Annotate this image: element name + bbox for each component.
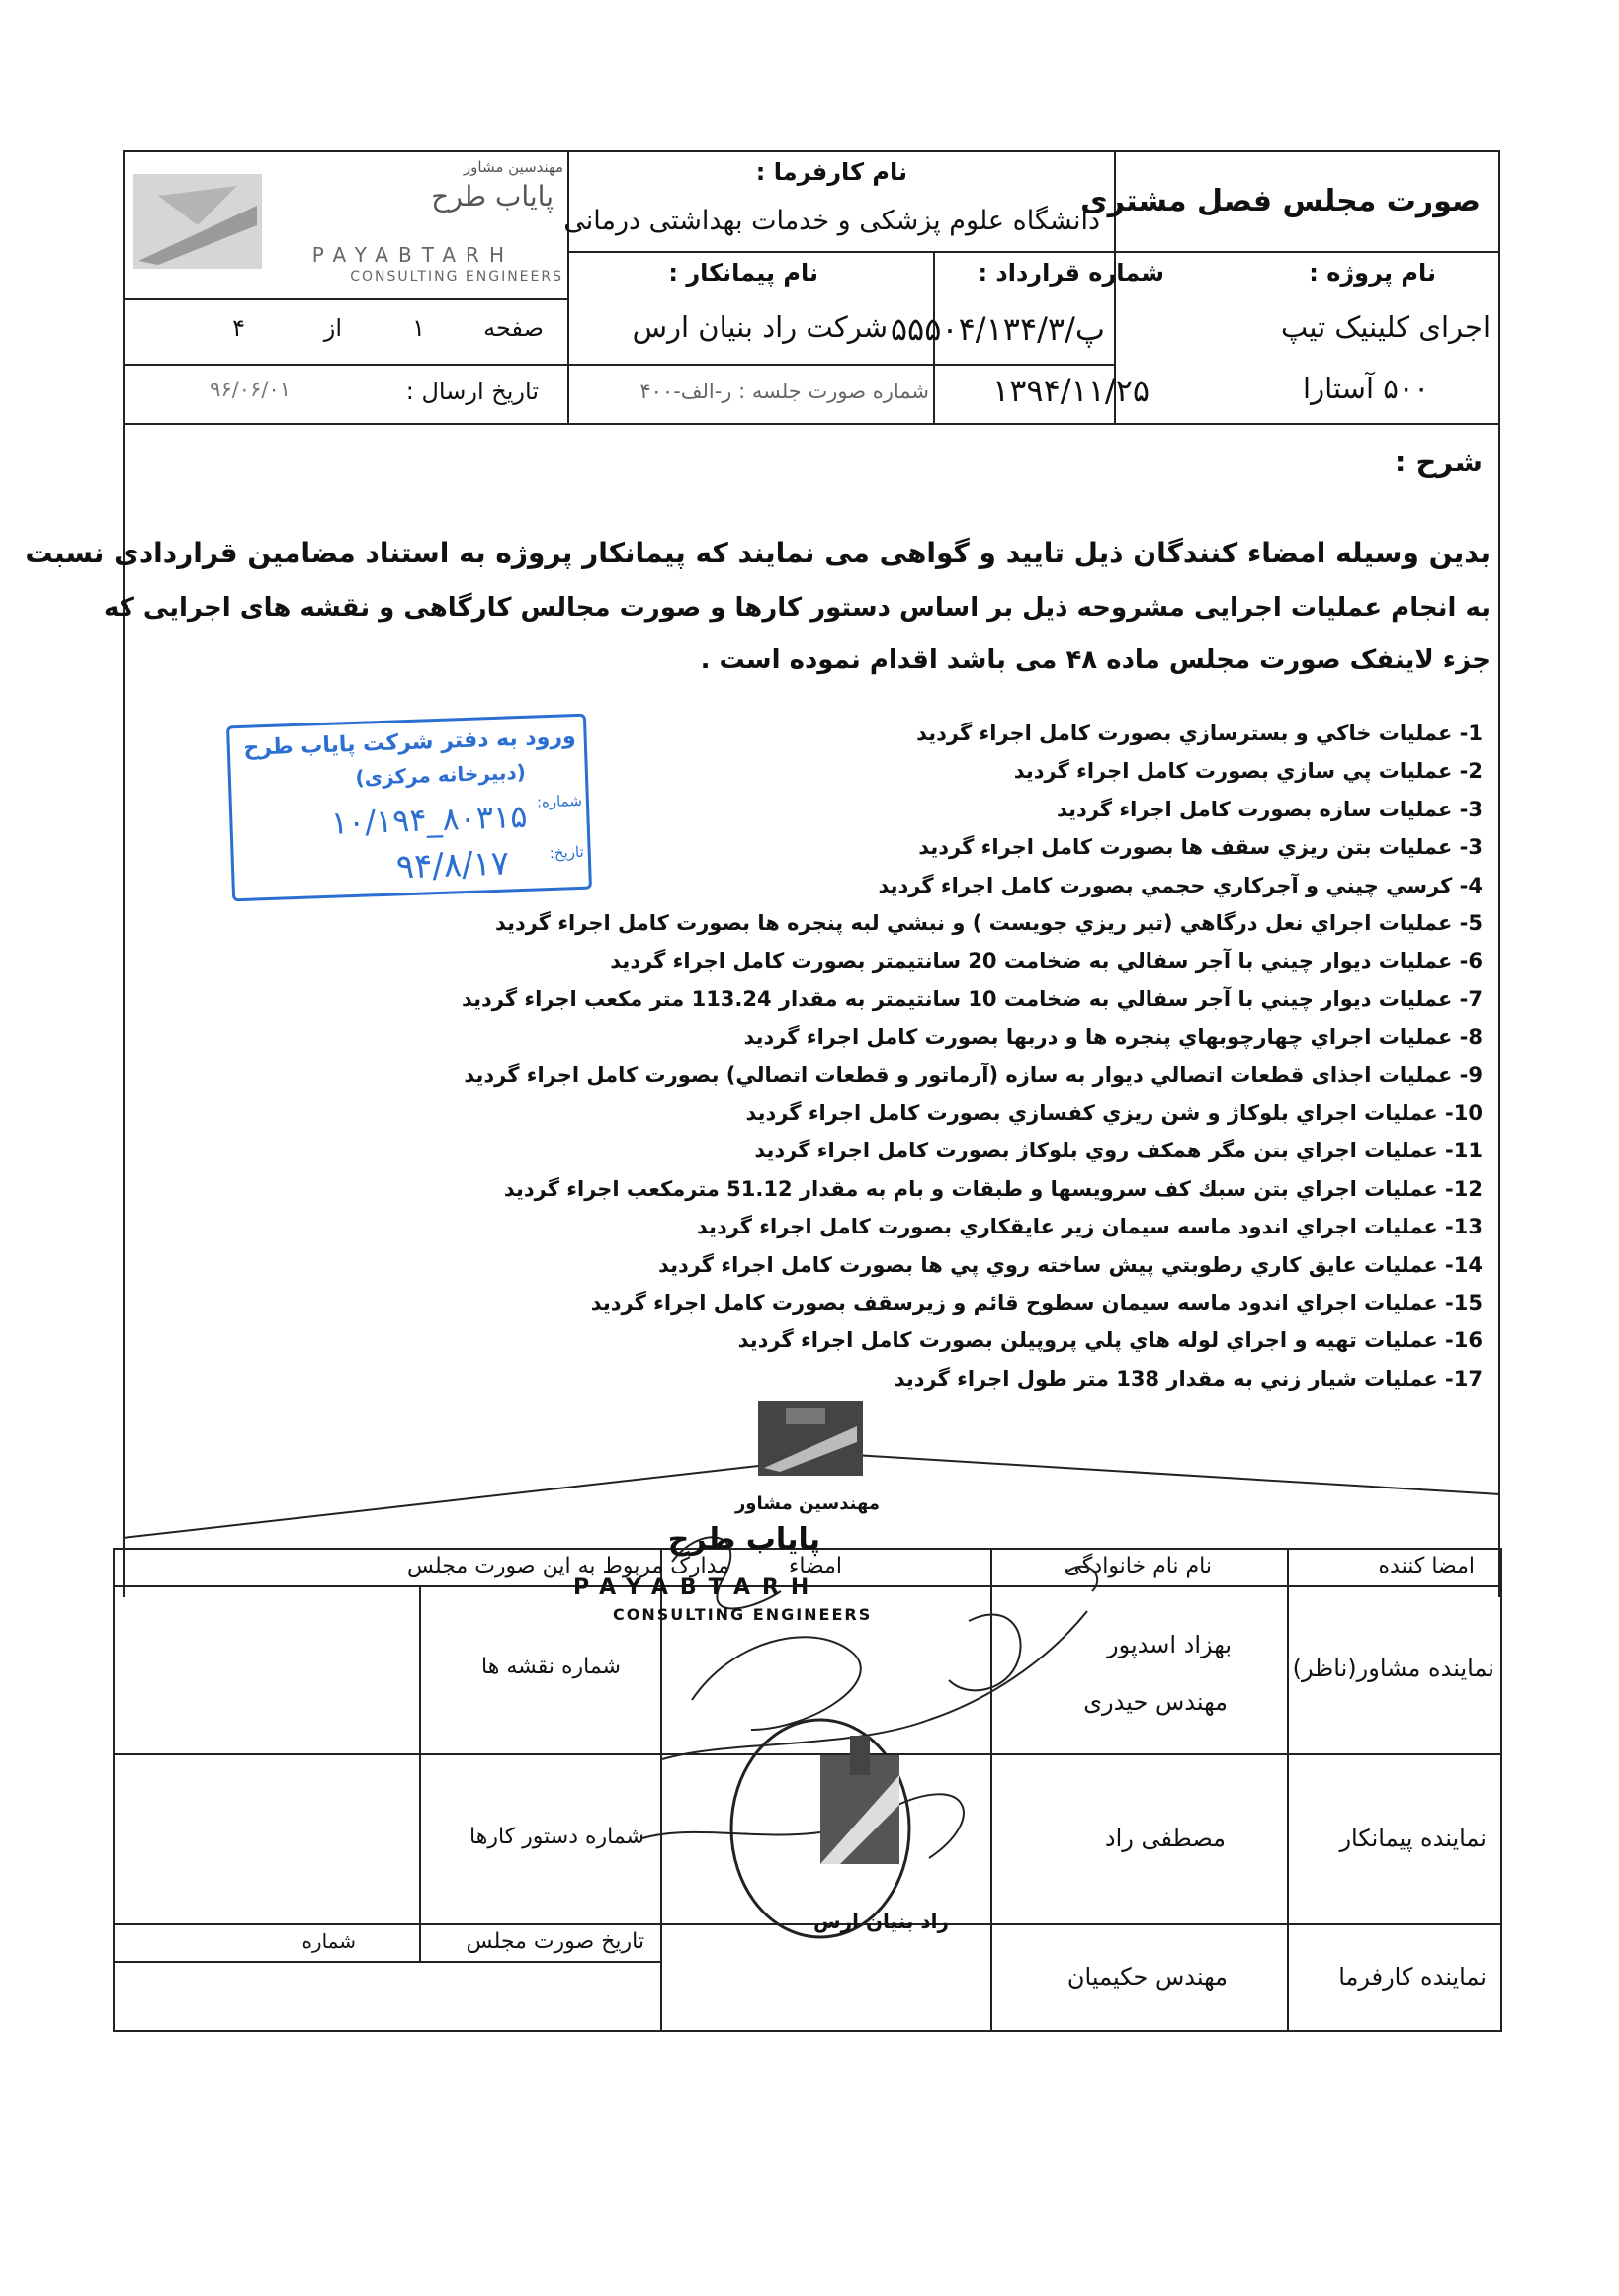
- work-item: 8- عمليات اجراي چهارچوبهاي پنجره ها و دربها بصورت كامل اجراء گرديد: [743, 1025, 1483, 1050]
- page-label: صفحه: [483, 314, 544, 342]
- col-signer: امضا کننده: [1378, 1554, 1475, 1578]
- contract-date: ۱۳۹۴/۱۱/۲۵: [992, 372, 1150, 409]
- name-consultant-1: بهزاد اسدپور: [1106, 1631, 1232, 1658]
- consulting-stamp-icon: [756, 1399, 865, 1478]
- project-name-value-2: ۵۰۰ آستارا: [1303, 372, 1429, 405]
- minutes-number-cell-label: شماره: [301, 1929, 356, 1953]
- receipt-stamp: [226, 714, 592, 902]
- page-current: ۱: [412, 314, 425, 342]
- project-name-value: اجرای کلینیک تیپ: [1280, 310, 1491, 344]
- consulting-stamp-title: مهندسین مشاور: [734, 1493, 880, 1514]
- document-title: صورت مجلس فصل مشتری: [1080, 184, 1481, 218]
- work-item: 6- عمليات ديوار چيني با آجر سفالي به ضخامت 20 سانتيمتر بصورت كامل اجراء گرديد: [610, 949, 1483, 974]
- logo-brand-fa: پایاب طرح: [431, 180, 554, 213]
- role-consultant: نماینده مشاور(ناظر): [1292, 1655, 1494, 1682]
- contract-no-label: شماره قرارداد :: [978, 259, 1164, 287]
- employer-label: نام کارفرما :: [755, 158, 907, 186]
- logo-brand-en: PAYABTARH: [311, 243, 514, 267]
- mid-logo: [573, 1522, 929, 1631]
- page-of: از: [323, 314, 342, 342]
- col-signature: امضاء: [788, 1554, 842, 1578]
- project-name-label: نام پروژه :: [1309, 259, 1436, 287]
- work-item: 12- عمليات اجراي بتن سبك كف سرويسها و طبقات و بام به مقدار 51.12 مترمكعب اجراء گرديد: [503, 1176, 1483, 1201]
- doc-drawing-numbers: شماره نقشه ها: [481, 1655, 621, 1679]
- sig-divider: [1287, 1548, 1289, 2032]
- role-employer: نماینده کارفرما: [1338, 1963, 1487, 1991]
- employer-value: دانشگاه علوم پزشکی و خدمات بهداشتی درمانی: [563, 206, 1100, 236]
- intro-paragraph-line-1: بدین وسیله امضاء کنندگان ذیل تایید و گواهی می نمایند که پیمانکار پروژه به استناد مضامین قراردادی نسبت: [25, 537, 1491, 569]
- work-item: 11- عمليات اجراي بتن مگر همكف روي بلوكاژ بصورت كامل اجراء گرديد: [754, 1139, 1483, 1163]
- mid-logo-brand-en: PAYABTARH: [573, 1575, 821, 1600]
- send-date-label: تاریخ ارسال :: [405, 378, 539, 405]
- name-consultant-2: مهندس حیدری: [1083, 1688, 1228, 1716]
- work-item: 4- كرسي چيني و آجركاري حجمي بصورت كامل اجراء گرديد: [878, 873, 1483, 897]
- work-item: 5- عمليات اجراي نعل درگاهي (تير ريزي جويست ) و نبشي لبه پنجره ها بصورت كامل اجراء گرديد: [494, 911, 1483, 935]
- description-label: شرح :: [1394, 445, 1483, 478]
- header-divider: [1114, 251, 1500, 253]
- company-stamp-text: راد بنیان ارس: [813, 1910, 949, 1933]
- header-divider: [123, 298, 569, 300]
- company-stamp-icon: [761, 1716, 959, 1913]
- role-contractor: نماینده پیمانکار: [1339, 1825, 1487, 1852]
- sig-divider: [419, 1585, 421, 1961]
- header-divider: [123, 364, 1115, 366]
- col-name: نام نام خانوادگی: [1064, 1554, 1212, 1578]
- minutes-date-label: تاریخ صورت مجلس: [466, 1929, 644, 1954]
- contractor-value: شرکت راد بنیان ارس: [632, 310, 888, 344]
- company-stamp: [751, 1716, 969, 1943]
- work-item: 14- عمليات عايق كاري رطوبتي پيش ساخته روي پي ها بصورت كامل اجراء گرديد: [657, 1252, 1483, 1277]
- work-item: 13- عمليات اجراي اندود ماسه سيمان زير عايقكاري بصورت كامل اجراء گرديد: [696, 1215, 1483, 1239]
- payabtarh-logo-icon: [128, 166, 267, 275]
- mid-logo-brand-fa: پایاب طرح: [667, 1522, 820, 1557]
- work-item: 9- عمليات اجذای قطعات اتصالي ديوار به سازه (آرماتور و قطعات اتصالي) بصورت كامل اجراء گرديد: [464, 1063, 1483, 1087]
- header-divider: [569, 251, 1115, 253]
- contractor-label: نام پیمانکار :: [668, 259, 818, 287]
- work-item: 2- عمليات پي سازي بصورت كامل اجراء گرديد: [1013, 759, 1483, 784]
- send-date-value: ۹۶/۰۶/۰۱: [210, 378, 291, 401]
- receipt-stamp-line-1: ورود به دفتر شرکت پایاب طرح: [242, 724, 577, 761]
- work-item: 16- عمليات تهيه و اجراي لوله هاي پلي پروپيلن بصورت كامل اجراء گرديد: [737, 1328, 1483, 1353]
- receipt-stamp-date-value: ۹۴/۸/۱۷: [395, 843, 510, 888]
- receipt-stamp-line-2: (دبیرخانه مرکزی): [355, 759, 527, 790]
- name-contractor: مصطفی راد: [1104, 1825, 1226, 1852]
- work-item: 17- عمليات شيار زني به مقدار 138 متر طول اجراء گرديد: [894, 1366, 1483, 1391]
- work-item: 3- عمليات بتن ريزي سقف ها بصورت كامل اجراء گرديد: [918, 835, 1483, 860]
- receipt-stamp-date-label: تاریخ:: [549, 842, 584, 863]
- name-employer: مهندس حکیمیان: [1066, 1963, 1228, 1991]
- receipt-stamp-number-label: شماره:: [536, 791, 583, 811]
- mid-logo-subtitle-en: CONSULTING ENGINEERS: [613, 1605, 873, 1624]
- work-item: 10- عمليات اجراي بلوكاژ و شن ريزي كفسازي بصورت كامل اجراء گرديد: [745, 1101, 1483, 1125]
- col-documents: مدارک مربوط به این صورت مجلس: [406, 1554, 729, 1578]
- contract-no-value: ۵۵۵۰۴/۱۳۴/۳/پ: [890, 310, 1105, 348]
- logo-title-fa: مهندسین مشاور: [463, 158, 563, 176]
- work-item: 7- عمليات ديوار چيني با آجر سفالي به ضخامت 10 سانتيمتر به مقدار 113.24 متر مكعب اجراء گرديد: [461, 986, 1483, 1011]
- doc-work-orders: شماره دستور کارها: [469, 1825, 644, 1849]
- logo-subtitle-en: CONSULTING ENGINEERS: [350, 269, 563, 285]
- header-divider: [567, 150, 569, 425]
- company-logo: [128, 158, 563, 297]
- work-item: 15- عمليات اجراي اندود ماسه سيمان سطوح قائم و زيرسقف بصورت كامل اجراء گرديد: [590, 1291, 1483, 1315]
- work-item: 3- عمليات سازه بصورت كامل اجراء گرديد: [1057, 797, 1483, 821]
- minutes-number-label: شماره صورت جلسه : ر-الف-۴۰۰: [639, 380, 929, 403]
- page-total: ۴: [232, 314, 245, 342]
- intro-paragraph-line-2: به انجام عملیات اجرایی مشروحه ذیل بر اساس دستور کارها و صورت مجالس کارگاهی و نقشه های اجرایی که: [103, 593, 1491, 623]
- intro-paragraph-line-3: جزء لاینفک صورت مجلس ماده ۴۸ می باشد اقدام نموده است .: [700, 645, 1491, 675]
- work-item: 1- عمليات خاكي و بسترسازي بصورت كامل اجراء گرديد: [916, 722, 1483, 745]
- receipt-stamp-number-value: ۱۰/۱۹۴_۸۰۳۱۵: [330, 797, 529, 842]
